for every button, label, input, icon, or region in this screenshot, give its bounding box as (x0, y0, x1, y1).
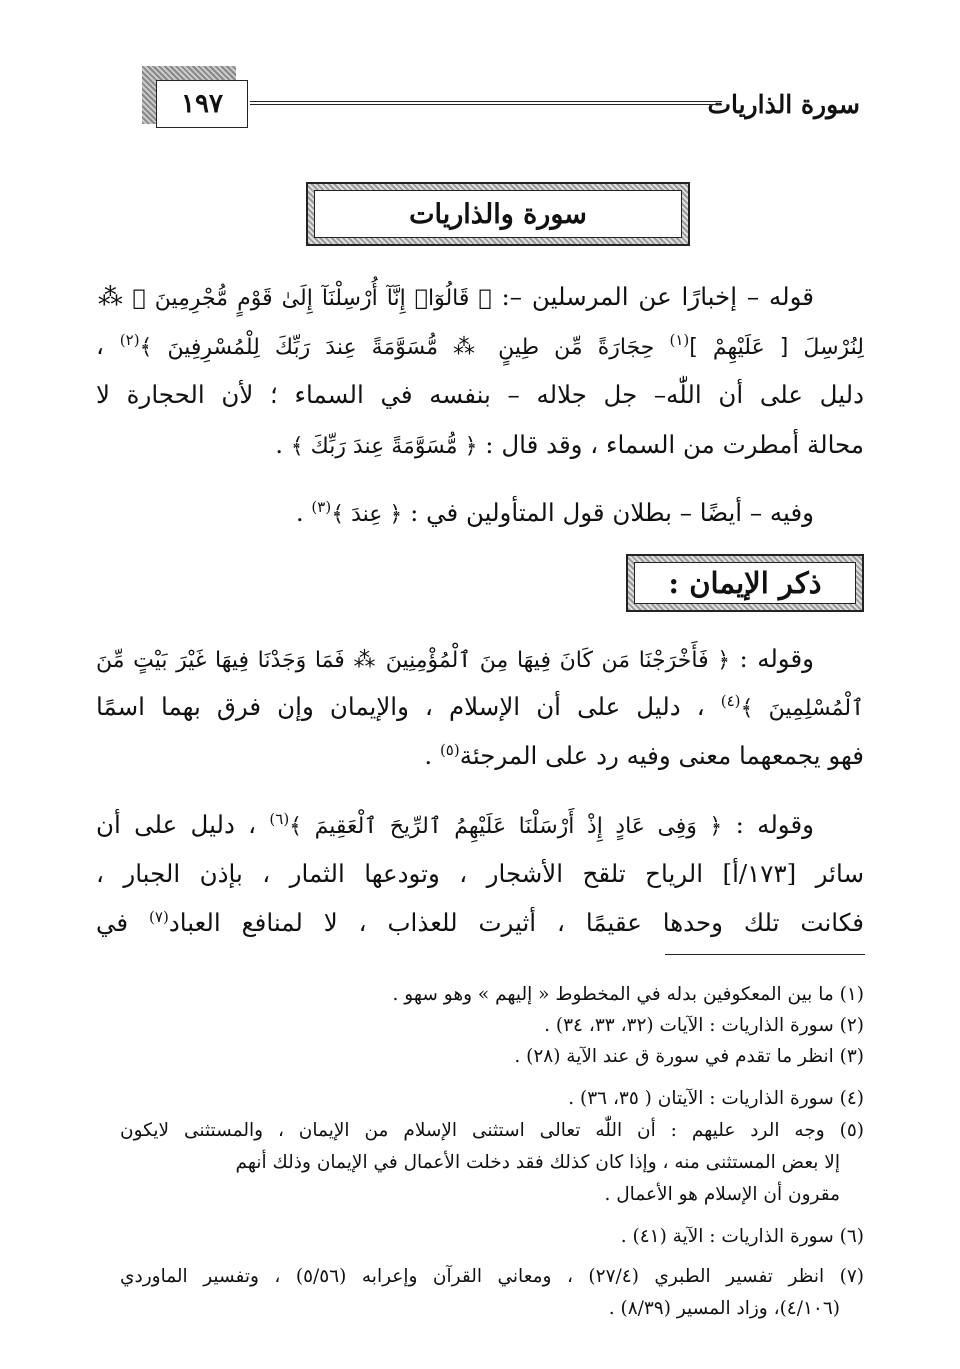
footnote-ref: (٣) (311, 498, 332, 516)
body-line: فكانت تلك وحدها عقيمًا ، أثيرت للعذاب ، لا لمنافع العباد$^{(٧)}$ في (96, 908, 864, 938)
footnote: (٤/١٠٦)، وزاد المسير (٨/٣٩) . (608, 1298, 840, 1319)
running-head: سورة الذاريات (707, 90, 860, 119)
footnote-ref: (١) (669, 331, 690, 349)
header-rule (250, 101, 722, 105)
footnote: (٧) انظر تفسير الطبري (٢٧/٤) ، ومعاني القرآن وإعرابه (٥/٥٦) ، وتفسير الماوردي (120, 1266, 864, 1287)
footnote: (١) ما بين المعكوفين بدله في المخطوط « إليهم » وهو سهو . (392, 984, 864, 1005)
quran-quote: حِجَارَةً مِّن طِينٍ ⁂ مُّسَوَّمَةً عِندَ رَبِّكَ لِلْمُسْرِفِينَ ﴾ (139, 335, 670, 361)
footnote-ref: (٤) (720, 692, 741, 710)
quran-quote: لِنُرْسِلَ [ عَلَيْهِمْ ] (689, 335, 864, 361)
body-line: سائر [١٧٣/أ] الرياح تلقح الأشجار ، وتودعها الثمار ، بإذن الجبار ، (96, 859, 864, 888)
body-line: فهو يجمعهما معنى وفيه رد على المرجئة$^{(٥)}$ . (424, 741, 864, 771)
footnote-ref: (٢) (119, 331, 140, 349)
body-line: محالة أمطرت من السماء ، وقد قال : ﴿ مُّسَوَّمَةً عِندَ رَبِّكَ ﴾ . (275, 430, 864, 459)
footnote: (٣) انظر ما تقدم في سورة ق عند الآية (٢٨) . (514, 1046, 864, 1067)
footnote: إلا بعض المستثنى منه ، وإذا كان كذلك فقد دخلت الأعمال في الإيمان وذلك أنهم (235, 1152, 840, 1173)
iman-heading-frame (626, 554, 864, 612)
footnote: (٤) سورة الذاريات : الآيتان ( ٣٥، ٣٦) . (568, 1088, 864, 1109)
quran-quote: ﴿ مُّسَوَّمَةً عِندَ رَبِّكَ ﴾ (290, 434, 478, 459)
quran-quote: ﴿ عِندَ ﴾ (331, 502, 403, 528)
surah-title-frame (306, 182, 690, 246)
surah-title: سورة والذاريات (314, 190, 682, 238)
footnote: مقرون أن الإسلام هو الأعمال . (604, 1184, 840, 1205)
body-line: ٱلْمُسْلِمِينَ ﴾$^{(٤)}$ ، دليل على أن الإسلام ، والإيمان وإن فرق بهما اسمًا (96, 692, 864, 722)
footnote-ref: (٦) (269, 810, 290, 828)
footnote: (٢) سورة الذاريات : الآيات (٣٢، ٣٣، ٣٤) . (544, 1015, 864, 1036)
body-line: قوله – إخبارًا عن المرسلين –: ﴿ قَالُوٓا۟ إِنَّآ أُرْسِلْنَآ إِلَىٰ قَوْمٍ مُّجْرِمِينَ ﴾ ⁂ (96, 282, 814, 311)
iman-heading: ذكر الإيمان : (634, 562, 856, 604)
quran-quote: ﴿ قَالُوٓا۟ إِنَّآ أُرْسِلْنَآ إِلَىٰ قَوْمٍ مُّجْرِمِينَ ﴾ (132, 286, 492, 311)
quran-quote: ﴿ وَفِى عَادٍ إِذْ أَرْسَلْنَا عَلَيْهِمُ ٱلرِّيحَ ٱلْعَقِيمَ ﴾ (289, 814, 723, 840)
body-line: وقوله : ﴿ وَفِى عَادٍ إِذْ أَرْسَلْنَا عَلَيْهِمُ ٱلرِّيحَ ٱلْعَقِيمَ ﴾$^{(٦)}$ ، دليل على أن (96, 810, 814, 840)
footnote-ref: (٥) (439, 741, 460, 759)
body-line: وفيه – أيضًا – بطلان قول المتأولين في : ﴿ عِندَ ﴾$^{(٣)}$ . (295, 498, 814, 528)
body-line: لِنُرْسِلَ [ عَلَيْهِمْ ]$^{(١)}$ حِجَارَةً مِّن طِينٍ ⁂ مُّسَوَّمَةً عِندَ رَبِّكَ لِلْمُسْرِفِينَ ﴾$^{(٢)}$ ، (96, 331, 864, 361)
quran-quote: ٱلْمُسْلِمِينَ ﴾ (740, 696, 864, 722)
footnote-ref: (٧) (149, 908, 169, 926)
body-line: دليل على أن اللّٰه– جل جلاله – بنفسه في السماء ؛ لأن الحجارة لا (96, 380, 864, 409)
page-number: ١٩٧ (156, 80, 248, 128)
quran-quote: ﴿ فَأَخْرَجْنَا مَن كَانَ فِيهَا مِنَ ٱلْمُؤْمِنِينَ ⁂ فَمَا وَجَدْنَا فِيهَا غَيْرَ بَيْتٍ مِّنَ (96, 648, 731, 673)
footnote-rule (665, 954, 865, 955)
footnote: (٥) وجه الرد عليهم : أن اللّٰه تعالى استثنى الإسلام من الإيمان ، والمستثنى لايكون (120, 1120, 864, 1141)
footnote: (٦) سورة الذاريات : الآية (٤١) . (620, 1226, 864, 1247)
body-line: وقوله : ﴿ فَأَخْرَجْنَا مَن كَانَ فِيهَا مِنَ ٱلْمُؤْمِنِينَ ⁂ فَمَا وَجَدْنَا فِيهَا غَيْرَ بَيْتٍ مِّنَ (96, 644, 814, 673)
